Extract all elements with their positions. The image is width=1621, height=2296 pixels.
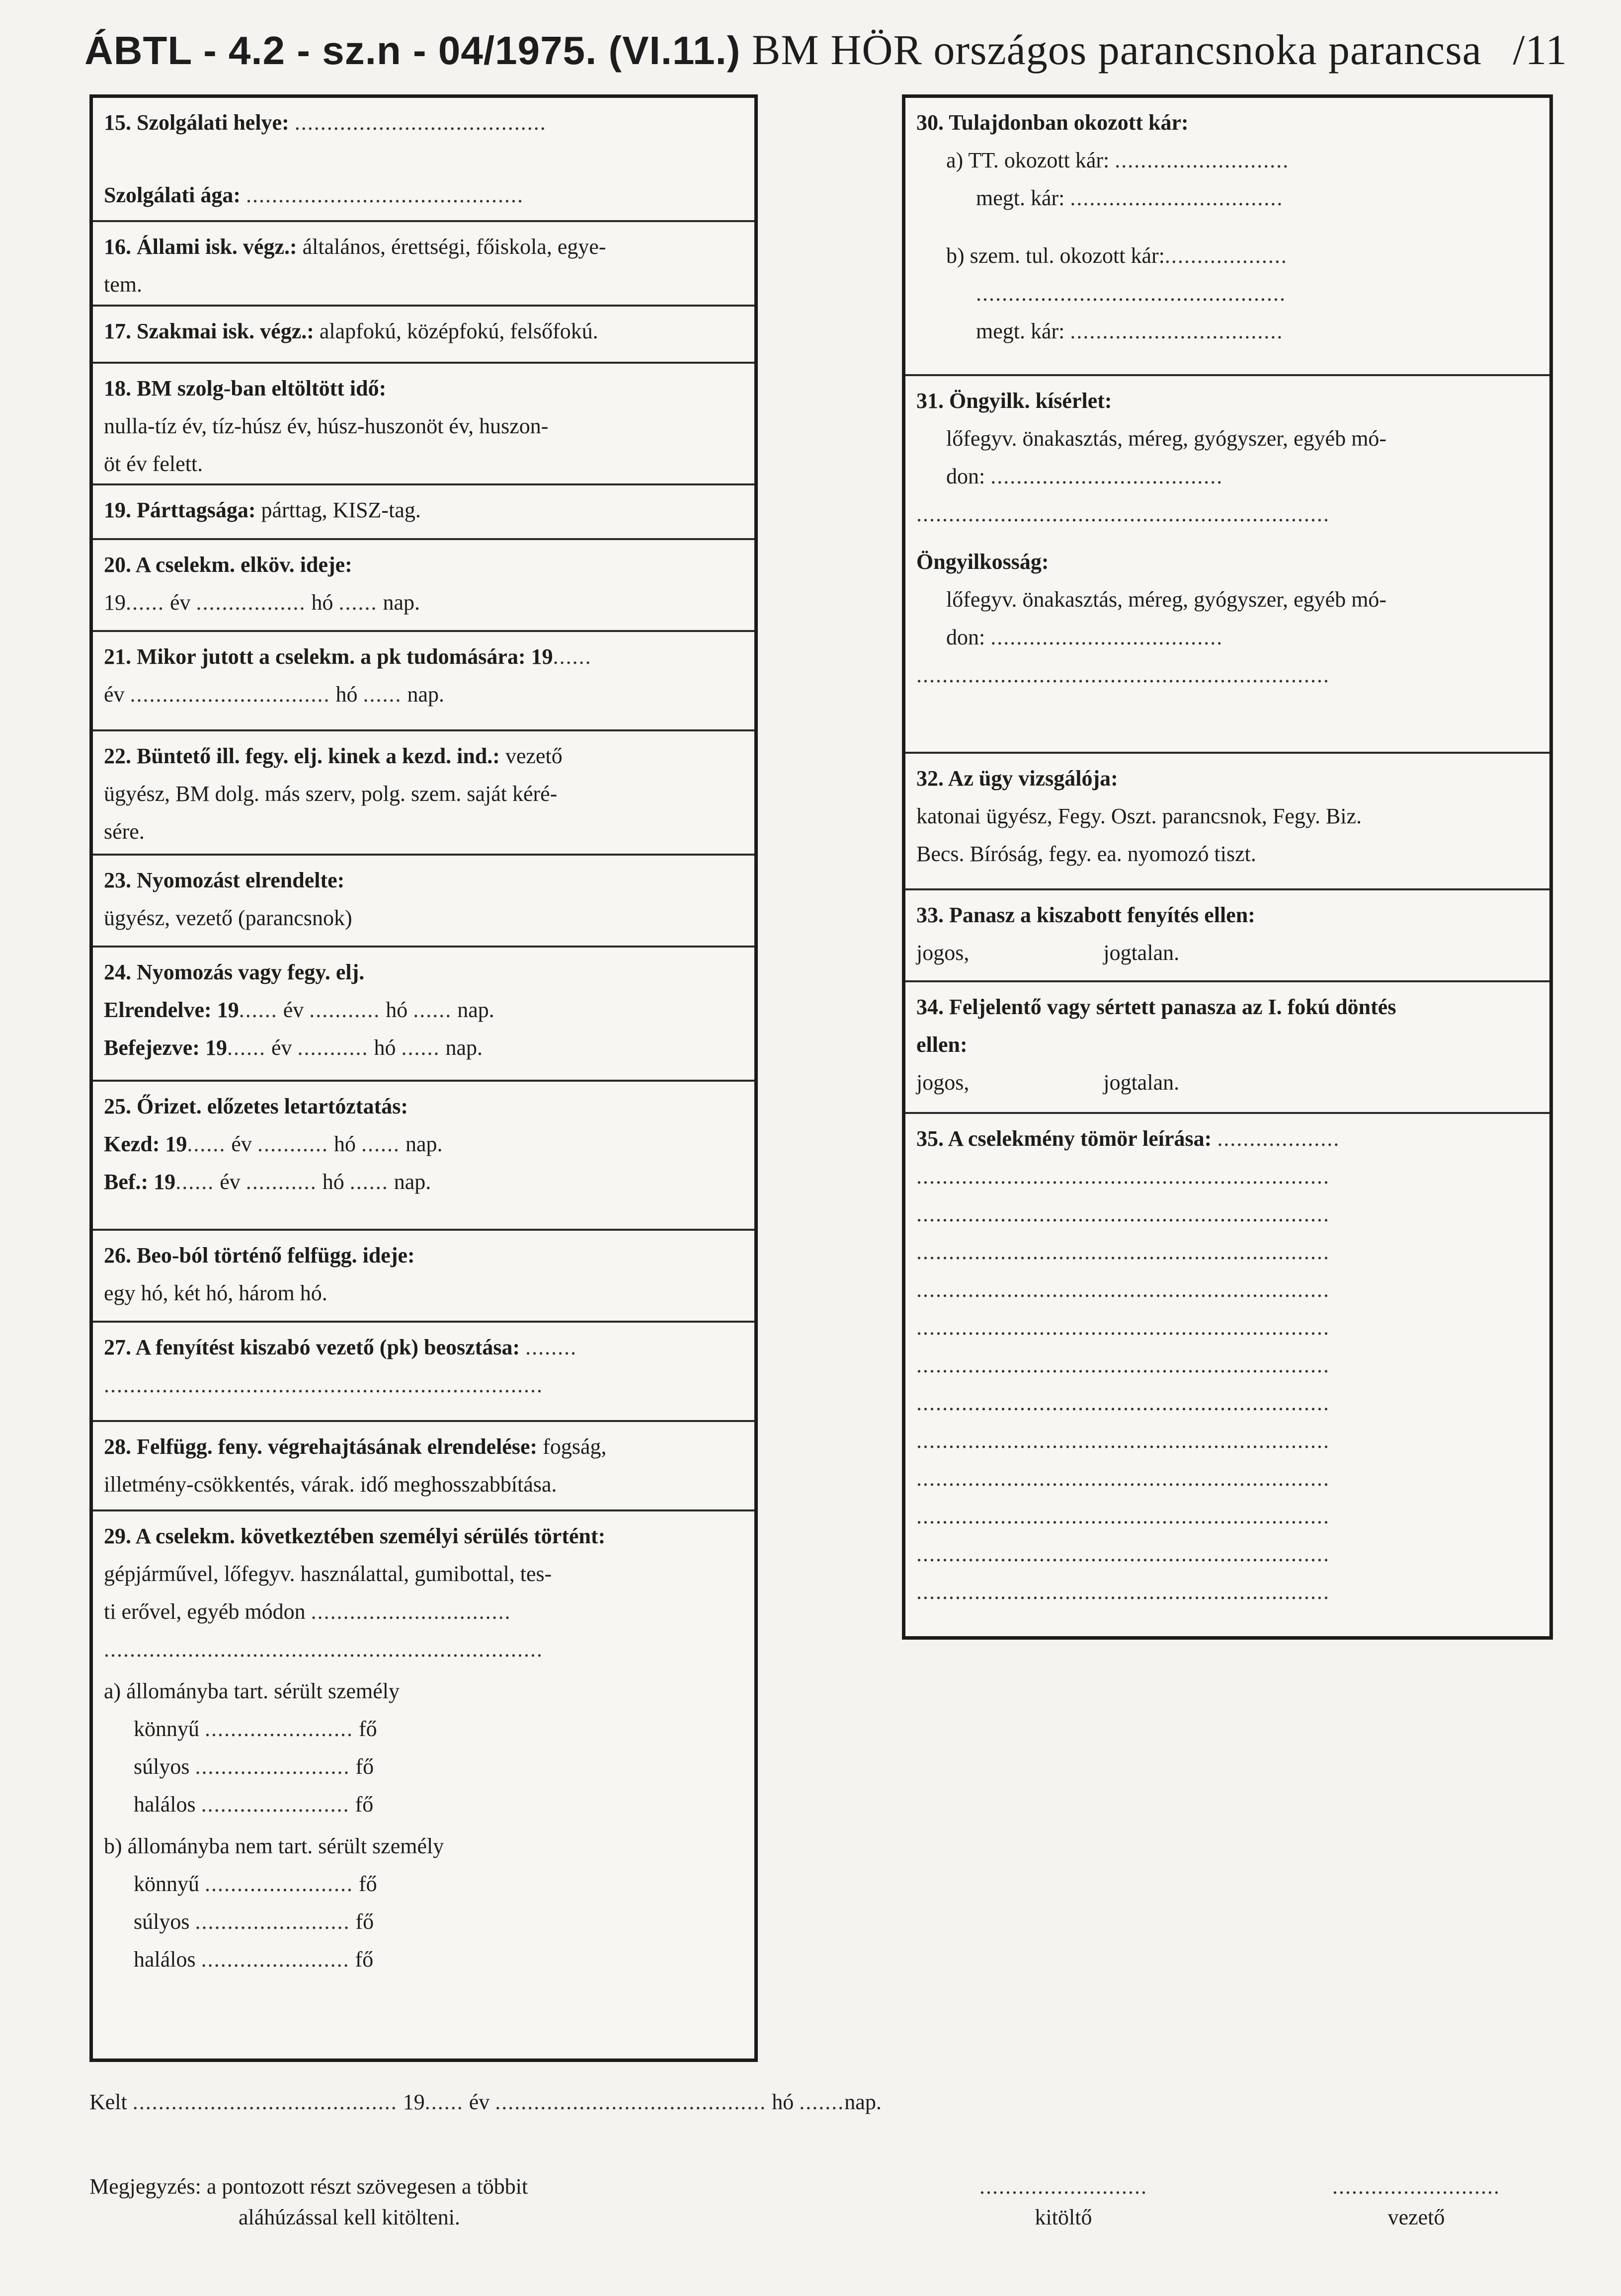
section-24 <box>93 948 754 1082</box>
ordered-month-field[interactable]: ........... <box>309 998 381 1022</box>
day-label: nap. <box>445 1035 483 1060</box>
suicide-other-field-cont[interactable]: ................................................................ <box>916 663 1330 687</box>
filler-label: kitöltő <box>1035 2205 1092 2229</box>
notice-year-field[interactable]: ...... <box>553 644 592 669</box>
section-21-title: 21. Mikor jutott a cselekm. a pk tudomására: 19 <box>104 644 553 669</box>
tt-damage-field[interactable]: ........................... <box>1115 148 1290 172</box>
appeal-justified-option[interactable]: jogos, <box>916 1070 970 1095</box>
suicide-other-field[interactable]: .................................... <box>990 625 1223 649</box>
complaint-justified-option[interactable]: jogos, <box>916 941 970 965</box>
investigator-options[interactable]: katonai ügyész, Fegy. Oszt. parancsnok, Fegy. Biz. <box>916 804 1362 828</box>
month-label: hó <box>333 1132 356 1156</box>
person-unit: fő <box>355 1947 374 1972</box>
notice-month-field[interactable]: ............................... <box>130 682 330 707</box>
document-title: BM HÖR országos parancsnoka parancsa <box>751 26 1482 74</box>
section-16 <box>93 222 754 307</box>
year-label: év <box>220 1170 241 1194</box>
section-19 <box>93 485 754 540</box>
suicide-attempt-other-field[interactable]: .................................... <box>990 464 1223 488</box>
year-label: év <box>271 1035 292 1060</box>
suicide-method-options[interactable]: lőfegyv. önakasztás, méreg, gyógyszer, egyéb mó- <box>946 587 1387 612</box>
appeal-unjustified-option[interactable]: jogtalan. <box>1103 1070 1180 1095</box>
other-method-field[interactable]: ............................... <box>311 1599 511 1624</box>
section-31 <box>905 376 1549 754</box>
note-line-2: aláhúzással kell kitölteni. <box>239 2205 460 2229</box>
left-form-column <box>89 94 758 2062</box>
section-24-title: 24. Nyomozás vagy fegy. elj. <box>104 960 365 984</box>
section-21 <box>93 632 754 731</box>
other-method-label: don: <box>946 464 985 488</box>
proceeding-initiator-options-end: sére. <box>104 819 145 844</box>
date-day-field[interactable]: ....... <box>799 2090 845 2114</box>
date-month-field[interactable]: .......................................... <box>495 2090 767 2114</box>
detention-start-day-field[interactable]: ...... <box>361 1132 400 1156</box>
section-28 <box>93 1422 754 1511</box>
start-label: Kezd: 19 <box>104 1132 187 1156</box>
ordered-label: Elrendelve: 19 <box>104 998 239 1022</box>
injury-cause-options-cont[interactable]: ti erővel, egyéb módon <box>104 1599 306 1624</box>
section-26 <box>93 1231 754 1323</box>
year-label: év <box>283 998 304 1022</box>
detention-start-month-field[interactable]: ........... <box>257 1132 328 1156</box>
section-18-title: 18. BM szolg-ban eltöltött idő: <box>104 376 387 400</box>
section-34 <box>905 982 1549 1114</box>
section-34-title: 34. Feljelentő vagy sértett panasza az I. fokú döntés <box>916 995 1396 1019</box>
tt-damage-label: a) TT. okozott kár: <box>946 148 1110 172</box>
detention-end-month-field[interactable]: ........... <box>245 1170 317 1194</box>
leader-signature-field[interactable]: .......................... <box>1332 2174 1500 2199</box>
personal-damage-field-cont[interactable]: ................................................ <box>976 281 1286 306</box>
filler-signature <box>939 2171 1188 2233</box>
section-27 <box>93 1323 754 1422</box>
day-label: nap. <box>407 682 445 707</box>
investigation-ordered-by-options[interactable]: ügyész, vezető (parancsnok) <box>104 906 352 930</box>
person-unit: fő <box>359 1872 377 1896</box>
nonstaff-serious-count-field[interactable]: ........................ <box>195 1909 350 1934</box>
person-unit: fő <box>355 1792 374 1817</box>
staff-serious-count-field[interactable]: ........................ <box>195 1754 350 1779</box>
year-label: év <box>104 682 125 707</box>
suicide-title: Öngyilkosság: <box>916 550 1049 574</box>
other-method-label: don: <box>946 625 985 649</box>
person-unit: fő <box>359 1717 377 1741</box>
month-label: hó <box>374 1035 396 1060</box>
person-unit: fő <box>355 1754 374 1779</box>
nonstaff-injured-heading: b) állományba nem tart. sérült személy <box>104 1834 444 1858</box>
suspended-punishment-options[interactable]: fogság, <box>543 1434 607 1459</box>
section-33 <box>905 890 1549 982</box>
serious-label: súlyos <box>134 1754 190 1779</box>
section-34-title-cont: ellen: <box>916 1032 968 1057</box>
section-18 <box>93 364 754 485</box>
detention-end-day-field[interactable]: ...... <box>349 1170 389 1194</box>
section-26-title: 26. Beo-ból történő felfügg. ideje: <box>104 1243 415 1267</box>
section-17-title: 17. Szakmai isk. végz.: <box>104 319 314 343</box>
section-15 <box>93 98 754 222</box>
completed-year-field[interactable]: ...... <box>227 1035 266 1060</box>
archive-stamp: ÁBTL - 4.2 - sz.n - 04/1975. (VI.11.) <box>84 28 741 73</box>
party-membership-options[interactable]: párttag, KISZ-tag. <box>261 498 421 522</box>
service-time-options-cont: öt év felett. <box>104 452 203 476</box>
serious-label: súlyos <box>134 1909 190 1934</box>
day-label: nap. <box>457 998 494 1022</box>
service-branch-title: Szolgálati ága: <box>104 183 241 207</box>
day-label: nap. <box>844 2090 882 2114</box>
staff-fatal-count-field[interactable]: ....................... <box>201 1792 350 1817</box>
end-label: Bef.: 19 <box>104 1170 176 1194</box>
state-education-options[interactable]: általános, érettségi, főiskola, egye- <box>302 235 606 259</box>
ordered-day-field[interactable]: ...... <box>413 998 452 1022</box>
personal-damage-field[interactable]: ................... <box>1164 243 1288 268</box>
note <box>89 2171 528 2233</box>
date-line <box>89 2089 882 2115</box>
staff-light-count-field[interactable]: ....................... <box>205 1717 353 1741</box>
light-label: könnyű <box>134 1717 199 1741</box>
section-31-title: 31. Öngyilk. kísérlet: <box>916 389 1112 413</box>
section-32-title: 32. Az ügy vizsgálója: <box>916 766 1118 791</box>
month-label: hó <box>386 998 408 1022</box>
nonstaff-fatal-count-field[interactable]: ....................... <box>201 1947 350 1972</box>
year-label: év <box>469 2090 490 2114</box>
offense-description-field[interactable]: ................... <box>1217 1126 1340 1151</box>
service-time-options[interactable]: nulla-tíz év, tíz-húsz év, húsz-huszonöt év, huszon- <box>104 414 549 438</box>
suspension-duration-options[interactable]: egy hó, két hó, három hó. <box>104 1281 327 1305</box>
offense-year-field[interactable]: ...... <box>126 590 164 615</box>
right-form-column <box>902 94 1553 1640</box>
section-23-title: 23. Nyomozást elrendelte: <box>104 868 345 892</box>
note-line-1: Megjegyzés: a pontozott részt szövegesen a többit <box>89 2174 528 2199</box>
completed-month-field[interactable]: ........... <box>297 1035 369 1060</box>
notice-day-field[interactable]: ...... <box>363 682 402 707</box>
date-year-field[interactable]: ...... <box>424 2090 464 2114</box>
section-22-title: 22. Büntető ill. fegy. elj. kinek a kezd. ind.: <box>104 744 500 768</box>
section-20-title: 20. A cselekm. elköv. ideje: <box>104 553 352 577</box>
nonstaff-light-count-field[interactable]: ....................... <box>205 1872 353 1896</box>
offense-day-field[interactable]: ...... <box>338 590 378 615</box>
section-25 <box>93 1082 754 1231</box>
suicide-attempt-other-field-cont[interactable]: ................................................................ <box>916 502 1330 526</box>
section-33-title: 33. Panasz a kiszabott fenyítés ellen: <box>916 903 1255 927</box>
kelt-label: Kelt <box>89 2090 127 2114</box>
filler-signature-field[interactable]: .......................... <box>979 2174 1147 2199</box>
completed-label: Befejezve: 19 <box>104 1035 227 1060</box>
day-label: nap. <box>405 1132 443 1156</box>
month-label: hó <box>311 590 333 615</box>
place-field[interactable]: ......................................... <box>132 2090 398 2114</box>
year-label: év <box>231 1132 252 1156</box>
day-label: nap. <box>383 590 420 615</box>
suspended-punishment-options-cont[interactable]: illetmény-csökkentés, várak. idő meghosszabbítása. <box>104 1472 557 1497</box>
offense-description-lines[interactable]: ................................................................ ................................................................ ................................................................ ................................................................ ................................................................ ................................................................ ................................................................ ................................................................ ................................................................ ................................................................ ................................................................ ................................................................ <box>916 1164 1330 1604</box>
injury-cause-options[interactable]: gépjárművel, lőfegyv. használattal, gumibottal, tes- <box>104 1562 552 1586</box>
punisher-position-field[interactable]: ........ <box>525 1335 577 1359</box>
month-label: hó <box>772 2090 794 2114</box>
section-20 <box>93 540 754 632</box>
section-32 <box>905 754 1549 890</box>
suicide-attempt-method-options[interactable]: lőfegyv. önakasztás, méreg, gyógyszer, egyéb mó- <box>946 426 1387 451</box>
section-25-title: 25. Őrizet. előzetes letartóztatás: <box>104 1094 408 1118</box>
section-27-title: 27. A fenyítést kiszabó vezető (pk) beosztása: <box>104 1335 520 1359</box>
staff-injured-heading: a) állományba tart. sérült személy <box>104 1679 400 1703</box>
detention-end-year-field[interactable]: ...... <box>175 1170 215 1194</box>
section-22 <box>93 731 754 856</box>
light-label: könnyű <box>134 1872 199 1896</box>
section-35-title: 35. A cselekmény tömör leírása: <box>916 1126 1212 1151</box>
year-label: év <box>170 590 191 615</box>
tt-reimbursed-field[interactable]: ................................. <box>1070 186 1284 210</box>
page-header <box>84 25 1568 75</box>
proceeding-initiator-options-cont[interactable]: ügyész, BM dolg. más szerv, polg. szem. saját kéré- <box>104 782 558 806</box>
year-prefix: 19 <box>403 2090 425 2114</box>
punisher-position-field-cont[interactable]: .................................................................... <box>104 1373 543 1397</box>
section-30 <box>905 98 1549 376</box>
person-unit: fő <box>355 1909 374 1934</box>
personal-reimbursed-field[interactable]: ................................. <box>1070 319 1284 343</box>
personal-damage-label: b) szem. tul. okozott kár: <box>946 243 1165 268</box>
section-30-title: 30. Tulajdonban okozott kár: <box>916 110 1189 135</box>
tt-reimbursed-label: megt. kár: <box>976 186 1065 210</box>
completed-day-field[interactable]: ...... <box>401 1035 440 1060</box>
detention-start-year-field[interactable]: ...... <box>187 1132 226 1156</box>
other-method-field-cont[interactable]: .................................................................... <box>104 1637 543 1662</box>
section-35 <box>905 1114 1549 1636</box>
leader-signature <box>1292 2171 1540 2233</box>
month-label: hó <box>322 1170 344 1194</box>
month-label: hó <box>335 682 358 707</box>
section-23 <box>93 856 754 948</box>
proceeding-initiator-options[interactable]: vezető <box>505 744 563 768</box>
fatal-label: halálos <box>134 1947 196 1972</box>
section-15-title: 15. Szolgálati helye: <box>104 110 289 135</box>
leader-label: vezető <box>1387 2205 1445 2229</box>
fatal-label: halálos <box>134 1792 196 1817</box>
section-29-title: 29. A cselekm. következtében személyi sérülés történt: <box>104 1524 606 1548</box>
personal-reimbursed-label: megt. kár: <box>976 319 1065 343</box>
page-number: /11 <box>1513 26 1568 74</box>
section-28-title: 28. Felfügg. feny. végrehajtásának elrendelése: <box>104 1434 538 1459</box>
state-education-options-cont: tem. <box>104 272 142 297</box>
year-prefix: 19 <box>104 590 126 615</box>
section-19-title: 19. Párttagsága: <box>104 498 256 522</box>
service-place-field[interactable]: ....................................... <box>294 110 547 135</box>
vocational-education-options[interactable]: alapfokú, középfokú, felsőfokú. <box>319 319 598 343</box>
ordered-year-field[interactable]: ...... <box>239 998 278 1022</box>
investigator-options-cont[interactable]: Becs. Bíróság, fegy. ea. nyomozó tiszt. <box>916 842 1256 866</box>
section-16-title: 16. Állami isk. végz.: <box>104 235 297 259</box>
day-label: nap. <box>394 1170 431 1194</box>
service-branch-field[interactable]: ........................................... <box>245 183 524 207</box>
section-17 <box>93 307 754 364</box>
offense-month-field[interactable]: ................. <box>196 590 306 615</box>
section-29 <box>93 1511 754 1972</box>
complaint-unjustified-option[interactable]: jogtalan. <box>1103 941 1180 965</box>
